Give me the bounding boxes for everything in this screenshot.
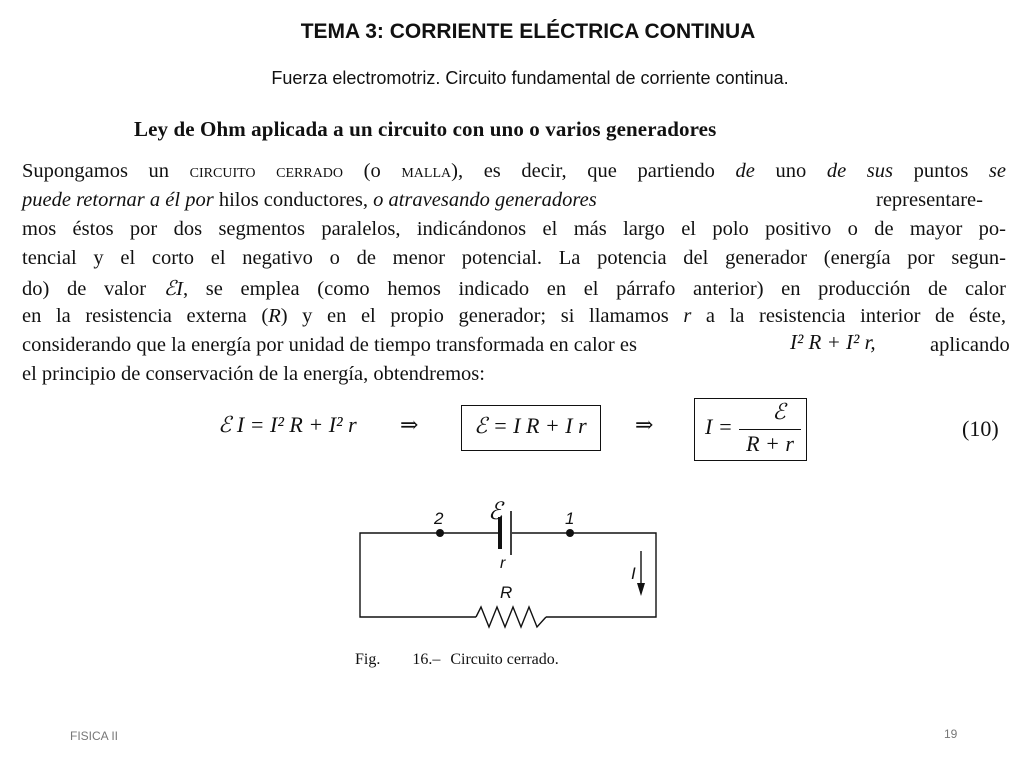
boxed-current-formula bbox=[694, 398, 807, 461]
section-heading: Ley de Ohm aplicada a un circuito con uno o varios generadores bbox=[134, 117, 717, 141]
text: Supongamos un bbox=[22, 160, 190, 182]
current-arrowhead bbox=[637, 583, 645, 596]
resistor-label: R bbox=[500, 583, 513, 602]
fraction-denominator: R + r bbox=[746, 431, 794, 456]
implies-arrow: ⇒ bbox=[635, 412, 654, 437]
term-circuito-cerrado: circuito cerrado bbox=[189, 160, 344, 182]
caption-fig: Fig. bbox=[355, 651, 381, 668]
boxed-equation bbox=[461, 405, 601, 451]
term-malla: malla bbox=[401, 160, 452, 182]
paragraph-line-5 bbox=[22, 276, 1006, 301]
slide-title: TEMA 3: CORRIENTE ELÉCTRICA CONTINUA bbox=[300, 20, 756, 43]
text: ) y en el propio generador; si llamamos bbox=[280, 305, 684, 327]
text: puntos bbox=[893, 160, 989, 182]
text: , se emplea (como hemos indicado en el párrafo anterior) en producción de calor bbox=[182, 278, 1006, 300]
figure-caption bbox=[355, 651, 559, 669]
caption-text: Circuito cerrado. bbox=[450, 651, 559, 668]
current-label: I bbox=[631, 564, 636, 583]
text: de sus bbox=[826, 160, 894, 182]
text: puede retornar a él por bbox=[22, 189, 214, 211]
current-lhs: I = bbox=[705, 414, 733, 439]
equation-ohm-circuit: ℰ = I R + I r bbox=[474, 413, 587, 438]
text: a la resistencia interior de éste, bbox=[691, 305, 1006, 327]
text: representare- bbox=[876, 189, 983, 211]
text: o atravesando generadores bbox=[373, 189, 597, 211]
fraction-bar bbox=[739, 429, 801, 430]
text: aplicando bbox=[930, 334, 1010, 356]
paragraph-line-8: el principio de conservación de la energía, obtendremos: bbox=[22, 363, 485, 385]
slide-number: 19 bbox=[944, 727, 958, 741]
paragraph-line-7 bbox=[22, 330, 1010, 357]
paragraph-line-4: tencial y el corto el negativo o de menor potencial. La potencia del generador (energía por segun- bbox=[22, 247, 1006, 269]
implies-arrow: ⇒ bbox=[400, 412, 419, 437]
text: uno bbox=[754, 160, 827, 182]
paragraph-line-6 bbox=[22, 305, 1006, 328]
math-emf-current: ℰI bbox=[163, 278, 183, 300]
equation-number: (10) bbox=[962, 416, 999, 441]
text: se bbox=[988, 160, 1006, 182]
node-2-dot bbox=[436, 529, 444, 537]
circuit-diagram bbox=[350, 495, 670, 640]
resistor-symbol bbox=[476, 607, 546, 627]
equation-energy-balance: ℰ I = I² R + I² r bbox=[218, 412, 357, 437]
fraction-numerator: ℰ bbox=[772, 399, 786, 424]
text: de bbox=[735, 160, 755, 182]
math-r: r bbox=[683, 305, 692, 327]
node-2-label: 2 bbox=[434, 509, 444, 528]
math-R: R bbox=[268, 305, 281, 327]
text: ), es decir, que partiendo bbox=[451, 160, 736, 182]
caption-number: 16.– bbox=[412, 651, 441, 668]
emf-label: ℰ bbox=[488, 499, 503, 525]
text: considerando que la energía por unidad de tiempo transformada en calor es bbox=[22, 334, 637, 356]
footer-course-label: FISICA II bbox=[70, 729, 119, 743]
paragraph-line-1 bbox=[22, 160, 1006, 183]
text: (o bbox=[343, 160, 402, 182]
node-1-label: 1 bbox=[565, 509, 575, 528]
text: en la resistencia externa ( bbox=[22, 305, 269, 327]
paragraph-line-3: mos éstos por dos segmentos paralelos, indicándonos el más largo el polo positivo o de mayor po- bbox=[22, 218, 1006, 240]
text: hilos conductores, bbox=[213, 189, 374, 211]
inline-power-formula: I² R + I² r, bbox=[790, 330, 876, 354]
slide-subtitle: Fuerza electromotriz. Circuito fundamental de corriente continua. bbox=[271, 68, 789, 88]
node-1-dot bbox=[566, 529, 574, 537]
internal-resistance-label: r bbox=[500, 555, 506, 572]
circuit-wire-left bbox=[360, 533, 500, 617]
paragraph-line-2 bbox=[22, 189, 1006, 212]
text: do) de valor bbox=[22, 278, 164, 300]
